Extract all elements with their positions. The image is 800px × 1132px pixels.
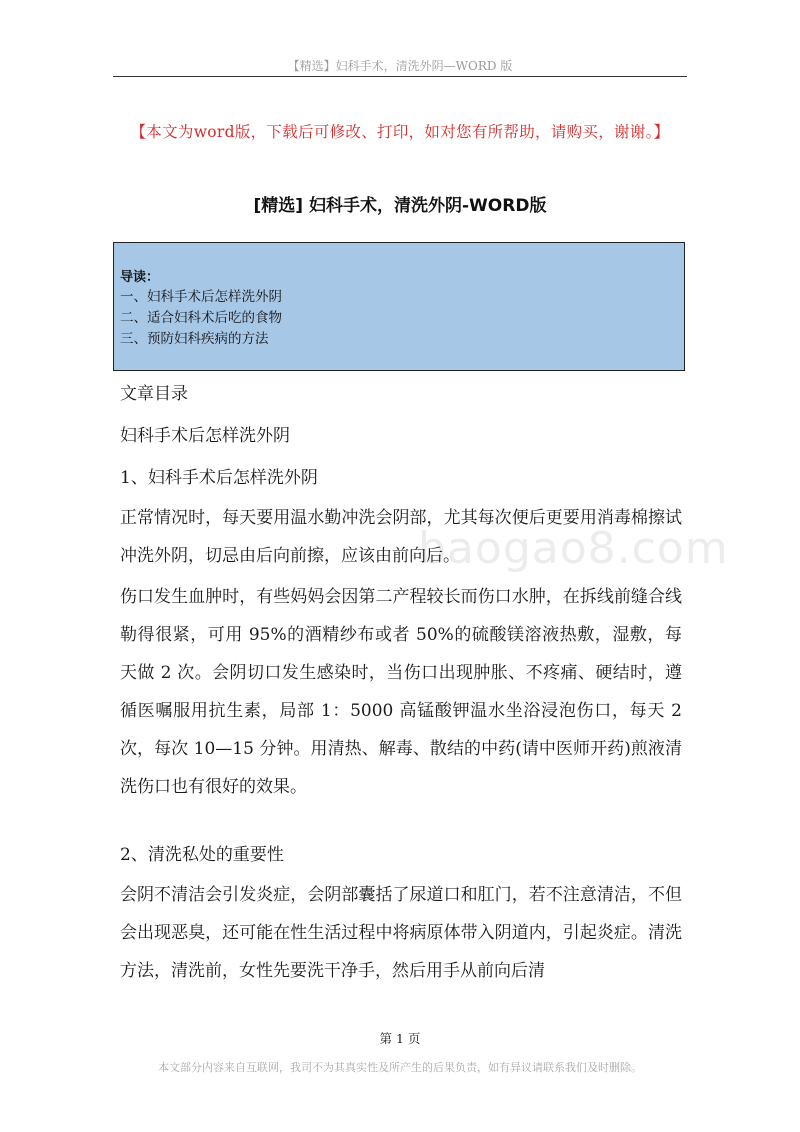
page-header-text: 【精选】妇科手术，清洗外阴—WORD 版 [287, 59, 513, 73]
section-heading: 2、清洗私处的重要性 [120, 845, 284, 865]
guide-heading: 导读： [120, 270, 160, 285]
guide-item: 一、妇科手术后怎样洗外阴 [120, 289, 282, 305]
word-version-notice: 【本文为word版，下载后可修改、打印，如对您有所帮助，请购买，谢谢。】 [130, 123, 670, 141]
section-heading: 1、妇科手术后怎样洗外阴 [120, 468, 318, 488]
guide-item: 二、适合妇科术后吃的食物 [120, 310, 282, 326]
header-divider [113, 76, 687, 77]
paragraph: 会阴不清洁会引发炎症，会阴部囊括了尿道口和肛门，若不注意清洁，不但会出现恶臭，还可能在性生活过程中将病原体带入阴道内，引起炎症。清洗方法，清洗前，女性先要洗干净手，然后用手从前向后清 [120, 885, 682, 981]
document-title: [精选] 妇科手术，清洗外阴-WORD版 [253, 196, 547, 216]
page-number: 第 1 页 [379, 1031, 421, 1046]
guide-item: 三、预防妇科疾病的方法 [120, 331, 269, 347]
watermark-text: baogao8.com [418, 523, 729, 574]
toc-item: 妇科手术后怎样洗外阴 [120, 426, 290, 446]
toc-label: 文章目录 [120, 384, 188, 404]
guide-box [113, 242, 685, 371]
footer-disclaimer: 本文部分内容来自互联网，我司不为其真实性及所产生的后果负责，如有异议请联系我们及时删除。 [158, 1061, 642, 1074]
paragraph: 正常情况时，每天要用温水勤冲洗会阴部，尤其每次便后更要用消毒棉擦试冲洗外阴，切忌由后向前擦，应该由前向后。 [120, 508, 682, 566]
paragraph: 伤口发生血肿时，有些妈妈会因第二产程较长而伤口水肿，在拆线前缝合线勒得很紧，可用 95%的酒精纱布或者 50%的硫酸镁溶液热敷，湿敷，每天做 2 次。会阴切口发生感染时，当伤口出现肿胀、不疼痛、硬结时，遵循医嘱服用抗生素，局部 1：5000 高锰酸钾温水坐浴浸泡伤口，每天 2 次，每次 10—15 分钟。用清热、解毒、散结的中药(请中医师开药)煎液清洗伤口也有很好的效果。 [120, 587, 682, 797]
